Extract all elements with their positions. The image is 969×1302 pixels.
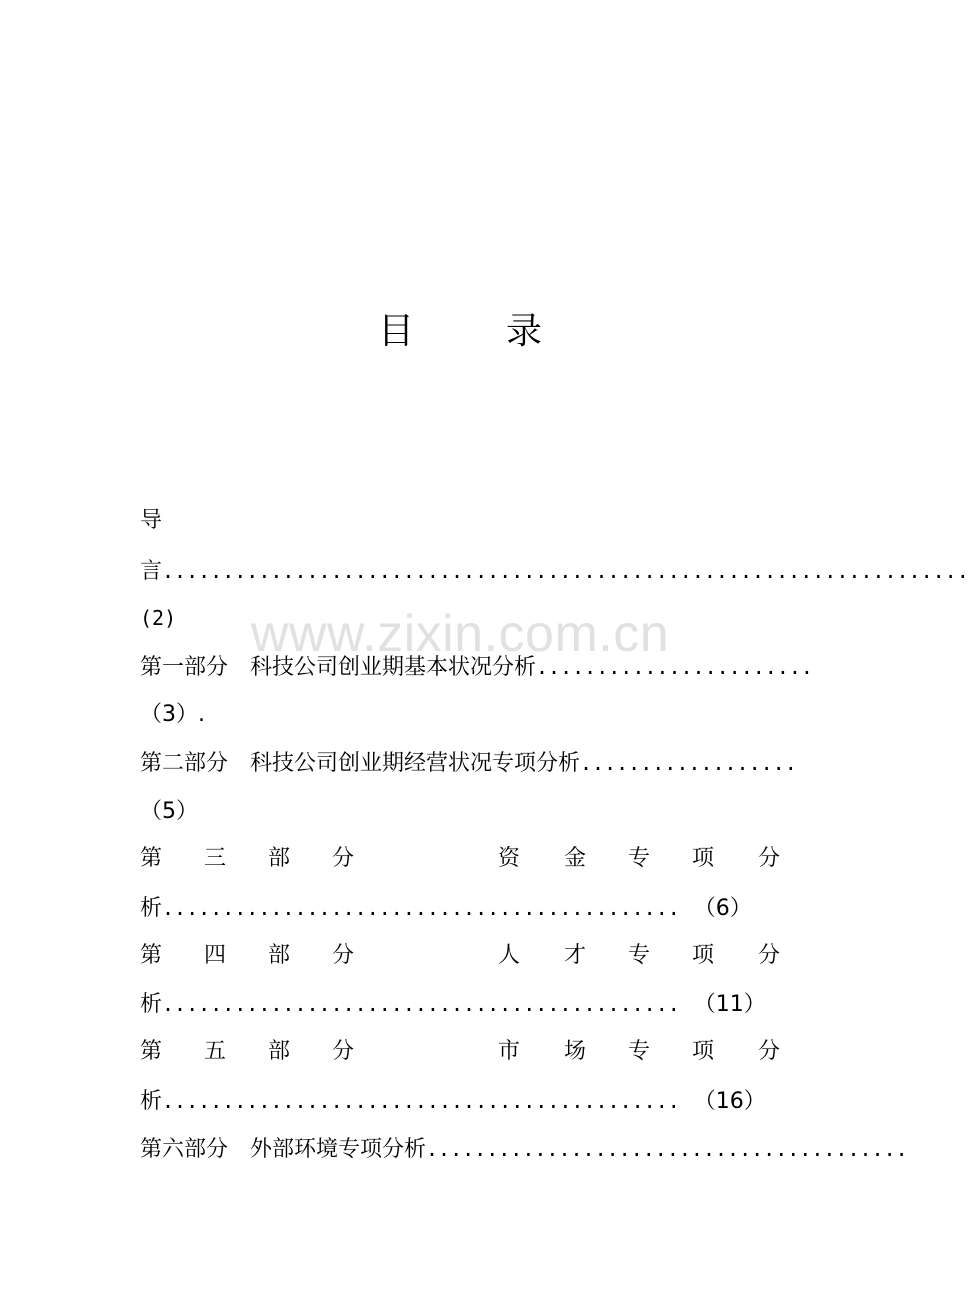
toc-leader-dots: ........................................ (426, 1137, 908, 1161)
toc-entry-part3-line2[interactable] (140, 892, 752, 925)
toc-leader-dots: ........................................... (162, 896, 680, 920)
toc-entry-part5[interactable] (140, 1036, 782, 1068)
toc-spread-char: 分 (758, 846, 781, 871)
toc-spread-char: 第 (140, 943, 163, 968)
toc-part5-label-end: 析 (140, 1089, 163, 1114)
toc-page-number: （3）. (140, 702, 205, 727)
toc-spread-char: 人 (498, 943, 521, 968)
toc-page-number: （5） (140, 799, 198, 824)
toc-intro-label: 言 (140, 559, 163, 584)
toc-spread-char: 分 (332, 846, 355, 871)
toc-page-number: （6） (693, 896, 752, 921)
toc-spread-char: 分 (758, 943, 781, 968)
toc-spread-char: 部 (268, 1039, 291, 1064)
toc-entry-part4[interactable] (140, 940, 782, 972)
toc-entry-part3[interactable] (140, 843, 782, 875)
toc-page-number: （11） (693, 992, 766, 1017)
toc-entry-intro[interactable] (140, 555, 969, 588)
toc-spread-char: 五 (204, 1039, 227, 1064)
toc-entry-part4-line2[interactable] (140, 988, 766, 1021)
toc-spread-char: 第 (140, 1039, 163, 1064)
toc-spread-char: 分 (758, 1039, 781, 1064)
toc-part2-label: 第二部分 科技公司创业期经营状况专项分析 (140, 751, 581, 776)
toc-leader-dots: ....................... (536, 655, 813, 679)
toc-spread-char: 分 (332, 943, 355, 968)
toc-part4-label-end: 析 (140, 992, 163, 1017)
toc-spread-char: 项 (692, 846, 715, 871)
toc-spread-char: 专 (628, 1039, 651, 1064)
toc-spread-char: 三 (204, 846, 227, 871)
toc-spread-char: 才 (564, 943, 587, 968)
watermark: www.zixin.com.cn (250, 605, 670, 663)
page-title (0, 308, 920, 356)
toc-entry-part5-line2[interactable] (140, 1085, 766, 1118)
toc-spread-char: 专 (628, 943, 651, 968)
toc-spread-char: 金 (564, 846, 587, 871)
toc-leader-dots: ........................................... (162, 1089, 680, 1113)
toc-spread-char: 分 (332, 1039, 355, 1064)
toc-spread-char: 项 (692, 943, 715, 968)
toc-leader-dots: .................. (580, 751, 797, 775)
toc-intro-line1 (140, 505, 162, 537)
title-char-1: 目 (377, 311, 414, 352)
toc-entry-part1[interactable] (140, 651, 813, 684)
toc-part3-label-end: 析 (140, 896, 163, 921)
title-char-2: 录 (506, 311, 543, 352)
toc-leader-dots: ........................................... (162, 992, 680, 1016)
toc-page-number: （16） (693, 1089, 766, 1114)
toc-spread-char: 专 (628, 846, 651, 871)
toc-leader-dots: ................................................................... (162, 559, 969, 583)
toc-spread-char: 四 (204, 943, 227, 968)
toc-spread-char: 资 (498, 846, 521, 871)
toc-spread-char: 第 (140, 846, 163, 871)
toc-spread-char: 场 (564, 1039, 587, 1064)
toc-spread-char: 部 (268, 943, 291, 968)
toc-spread-char: 部 (268, 846, 291, 871)
toc-spread-char: 市 (498, 1039, 521, 1064)
toc-spread-char: 项 (692, 1039, 715, 1064)
toc-entry-part2[interactable] (140, 747, 797, 780)
toc-part1-label: 第一部分 科技公司创业期基本状况分析 (140, 655, 537, 680)
toc-part6-label: 第六部分 外部环境专项分析 (140, 1137, 427, 1162)
toc-entry-part6[interactable] (140, 1133, 908, 1166)
toc-intro-char: 导 (140, 508, 163, 533)
toc-page-number: (2) (140, 606, 177, 630)
